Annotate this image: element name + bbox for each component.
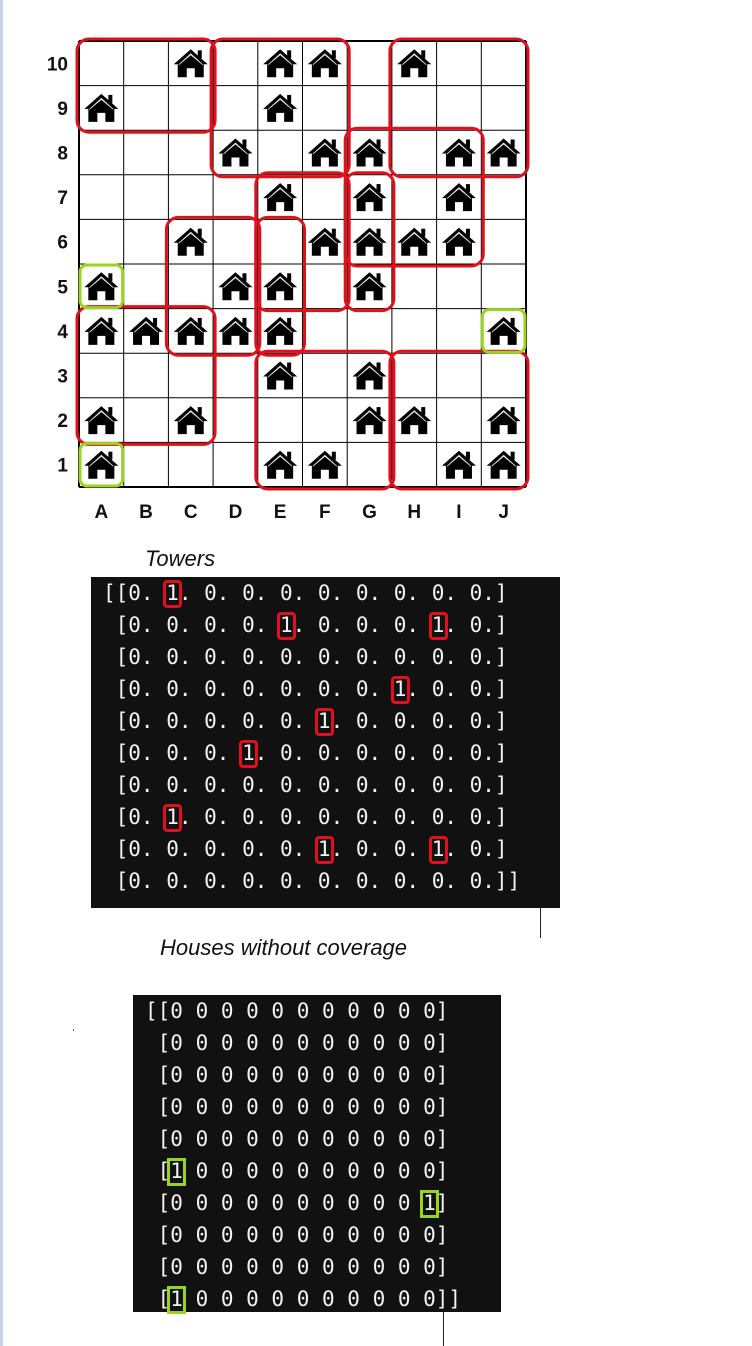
uncovered-highlight [167,1158,186,1186]
column-label: G [362,502,377,523]
house-icon [353,228,387,256]
column-labels [94,502,508,523]
house-icon [353,272,387,300]
house-icon [84,272,118,300]
house-icon [218,272,252,300]
row-label: 9 [57,98,68,120]
house-icon [487,451,521,479]
tower-highlight [277,612,296,640]
column-label: J [498,502,509,523]
towers-matrix-output [91,577,560,908]
house-icon [263,272,297,300]
matrix-line: [0. 0. 0. 1. 0. 0. 0. 0. 0. 0.] [103,741,508,765]
house-icon [174,228,208,256]
house-icon [263,183,297,211]
row-label: 1 [57,455,68,477]
tower-highlight [429,612,448,640]
matrix-line: [0. 0. 0. 0. 0. 0. 0. 0. 0. 0.] [103,773,508,797]
cursor-line-2 [443,1312,444,1346]
row-label: 5 [57,277,68,299]
matrix-line: [0. 0. 0. 0. 1. 0. 0. 0. 1. 0.] [103,613,508,637]
row-label: 10 [46,54,68,76]
house-icon [353,139,387,167]
row-label: 7 [57,188,68,210]
column-label: C [183,502,198,523]
stray-mark [73,1029,74,1031]
house-icon [397,406,431,434]
uncovered-matrix-output [133,995,501,1312]
house-icon [308,228,342,256]
house-icon [263,451,297,479]
house-icon [263,49,297,77]
matrix-line: [1 0 0 0 0 0 0 0 0 0 0]] [145,1287,462,1311]
house-icon [84,406,118,434]
house-icon [84,94,118,122]
cursor-line [540,908,541,938]
matrix-line: [0 0 0 0 0 0 0 0 0 0 0] [145,1255,449,1279]
matrix-line: [0 0 0 0 0 0 0 0 0 0 0] [145,1063,449,1087]
house-icon [487,317,521,345]
matrix-line: [0. 0. 0. 0. 0. 0. 0. 0. 0. 0.] [103,645,508,669]
row-label: 8 [57,143,68,165]
column-label: H [407,502,422,523]
house-icon [263,362,297,390]
house-grid [0,0,752,530]
column-label: A [94,502,109,523]
house-icon [397,228,431,256]
house-icon [218,139,252,167]
house-icon [129,317,163,345]
uncovered-caption: Houses without coverage [160,935,408,960]
tower-highlight [391,676,410,704]
tower-highlight [429,836,448,864]
tower-highlight [315,708,334,736]
matrix-line: [0 0 0 0 0 0 0 0 0 0 1] [145,1191,449,1215]
matrix-line: [[0. 1. 0. 0. 0. 0. 0. 0. 0. 0.] [103,581,508,605]
row-labels [47,54,69,476]
house-icon [442,451,476,479]
column-label: B [139,502,153,523]
towers-caption: Towers [145,546,216,571]
house-icon [308,451,342,479]
house-icon [84,451,118,479]
row-label: 6 [57,232,68,254]
house-icon [353,183,387,211]
column-label: F [319,502,331,523]
house-icon [442,183,476,211]
matrix-line: [0. 0. 0. 0. 0. 1. 0. 0. 1. 0.] [103,837,508,861]
house-icon [353,362,387,390]
tower-highlight [315,836,334,864]
grid-lines [79,41,526,487]
column-label: I [456,502,462,523]
house-icon [308,139,342,167]
house-icon [174,317,208,345]
house-icon [397,49,431,77]
matrix-line: [0 0 0 0 0 0 0 0 0 0 0] [145,1223,449,1247]
house-icon [353,406,387,434]
house-icon [218,317,252,345]
house-icon [263,94,297,122]
matrix-line: [0. 0. 0. 0. 0. 1. 0. 0. 0. 0.] [103,709,508,733]
house-icon [84,317,118,345]
matrix-line: [0. 0. 0. 0. 0. 0. 0. 0. 0. 0.]] [103,869,521,893]
matrix-line: [0 0 0 0 0 0 0 0 0 0 0] [145,1127,449,1151]
matrix-line: [0 0 0 0 0 0 0 0 0 0 0] [145,1031,449,1055]
column-label: E [273,502,287,523]
house-icon [487,139,521,167]
house-icon [442,228,476,256]
matrix-line: [0. 1. 0. 0. 0. 0. 0. 0. 0. 0.] [103,805,508,829]
matrix-line: [0. 0. 0. 0. 0. 0. 0. 1. 0. 0.] [103,677,508,701]
tower-highlight [239,740,258,768]
row-label: 4 [57,321,68,343]
matrix-line: [1 0 0 0 0 0 0 0 0 0 0] [145,1159,449,1183]
row-label: 2 [57,411,68,433]
house-icon [442,139,476,167]
tower-highlight [163,804,182,832]
uncovered-highlight [167,1286,186,1314]
house-icon [308,49,342,77]
tower-highlight [163,580,182,608]
house-icon [174,406,208,434]
house-icon [487,406,521,434]
matrix-line: [0 0 0 0 0 0 0 0 0 0 0] [145,1095,449,1119]
uncovered-highlight [420,1190,439,1218]
house-icon [174,49,208,77]
matrix-line: [[0 0 0 0 0 0 0 0 0 0 0] [145,999,449,1023]
house-icon [263,317,297,345]
row-label: 3 [57,366,68,388]
column-label: D [228,502,243,523]
